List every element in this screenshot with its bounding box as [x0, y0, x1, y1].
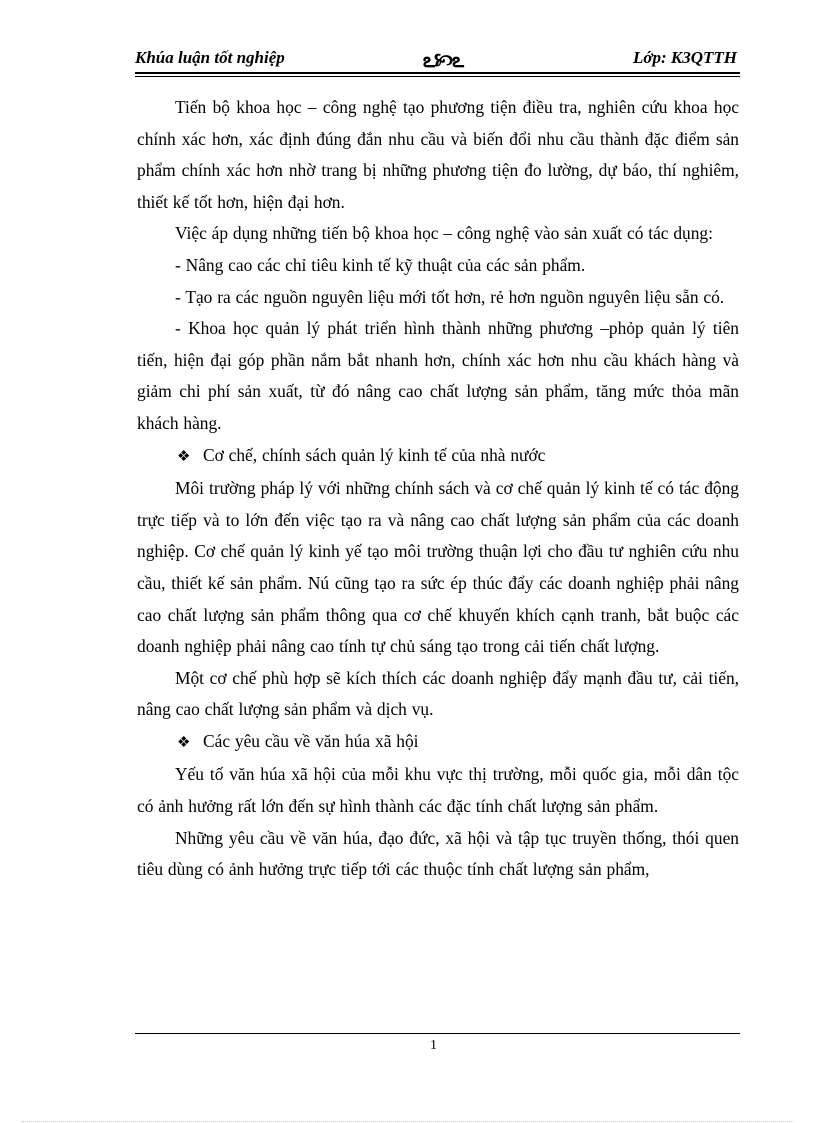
list-item: - Tạo ra các nguồn nguyên liệu mới tốt hơn, rẻ hơn nguồn nguyên liệu sẵn có.	[175, 286, 725, 307]
paragraph: Môi trường pháp lý với những chính sách và cơ chế quản lý kinh tế có tác động trực tiếp và to lớn đến việc tạo ra và nâng cao chất lượng sản phẩm của các doanh nghiệp. Cơ chế quản lý kinh yế tạo môi trường thuận lợi cho đầu tư nghiên cứu nhu cầu, thiết kế sản phẩm. Nú cũng tạo ra sức ép thúc đẩy các doanh nghiệp phải nâng cao chất lượng sản phẩm thông qua cơ chế khuyến khích cạnh tranh, bắt buộc các doanh nghiệp phải nâng cao tính tự chủ sáng tạo trong cải tiến chất lượng.	[137, 478, 739, 657]
page-header	[135, 48, 739, 72]
diamond-bullet-icon: ❖	[177, 734, 191, 751]
paragraph: Một cơ chế phù hợp sẽ kích thích các doanh nghiệp đẩy mạnh đầu tư, cải tiến, nâng cao chất lượng sản phẩm và dịch vụ.	[137, 667, 739, 720]
paragraph: Yếu tố văn húa xã hội của mỗi khu vực thị trường, mỗi quốc gia, mỗi dân tộc có ảnh hưởng rất lớn đến sự hình thành các đặc tính chất lượng sản phẩm.	[137, 764, 739, 817]
section-heading-economic-policy	[137, 440, 739, 474]
document-body	[137, 92, 739, 886]
section-heading-text: Các yêu cầu về văn húa xã hội	[203, 730, 419, 751]
header-thesis-title: Khúa luận tốt nghiệp	[135, 48, 285, 67]
paragraph: Những yêu cầu về văn húa, đạo đức, xã hội và tập tục truyền thống, thói quen tiêu dùng có ảnh hưởng trực tiếp tới các thuộc tính chất lượng sản phẩm,	[137, 827, 739, 880]
page-bottom-border	[22, 1121, 794, 1122]
list-item: - Khoa học quản lý phát triển hình thành những phương –phỏp quản lý tiên tiến, hiện đại góp phần nắm bắt nhanh hơn, chính xác hơn nhu cầu khách hàng và giảm chi phí sản xuất, từ đó nâng cao chất lượng sản phẩm, tăng mức thỏa mãn khách hàng.	[137, 318, 739, 433]
header-rule-thick	[135, 72, 740, 74]
paragraph: Tiến bộ khoa học – công nghệ tạo phương tiện điều tra, nghiên cứu khoa học chính xác hơn, xác định đúng đắn nhu cầu và biến đổi nhu cầu thành đặc điểm sản phẩm chính xác hơn nhờ trang bị những phương tiện đo lường, dự báo, thí nghiêm, thiết kế tốt hơn, hiện đại hơn.	[137, 97, 739, 212]
paragraph: Việc áp dụng những tiến bộ khoa học – công nghệ vào sản xuất có tác dụng:	[175, 223, 713, 244]
section-heading-culture-society	[137, 726, 739, 760]
section-heading-text: Cơ chế, chính sách quản lý kinh tế của nhà nước	[203, 444, 546, 465]
list-item: - Nâng cao các chỉ tiêu kinh tế kỹ thuật của các sản phẩm.	[175, 254, 586, 275]
header-rule-thin	[135, 76, 740, 77]
page-number: 1	[430, 1038, 437, 1053]
diamond-bullet-icon: ❖	[177, 448, 191, 465]
header-ornament-icon: ఽ🙡ఽ	[423, 50, 464, 72]
footer-rule	[135, 1033, 740, 1034]
header-class-label: Lớp: K3QTTH	[632, 48, 737, 67]
